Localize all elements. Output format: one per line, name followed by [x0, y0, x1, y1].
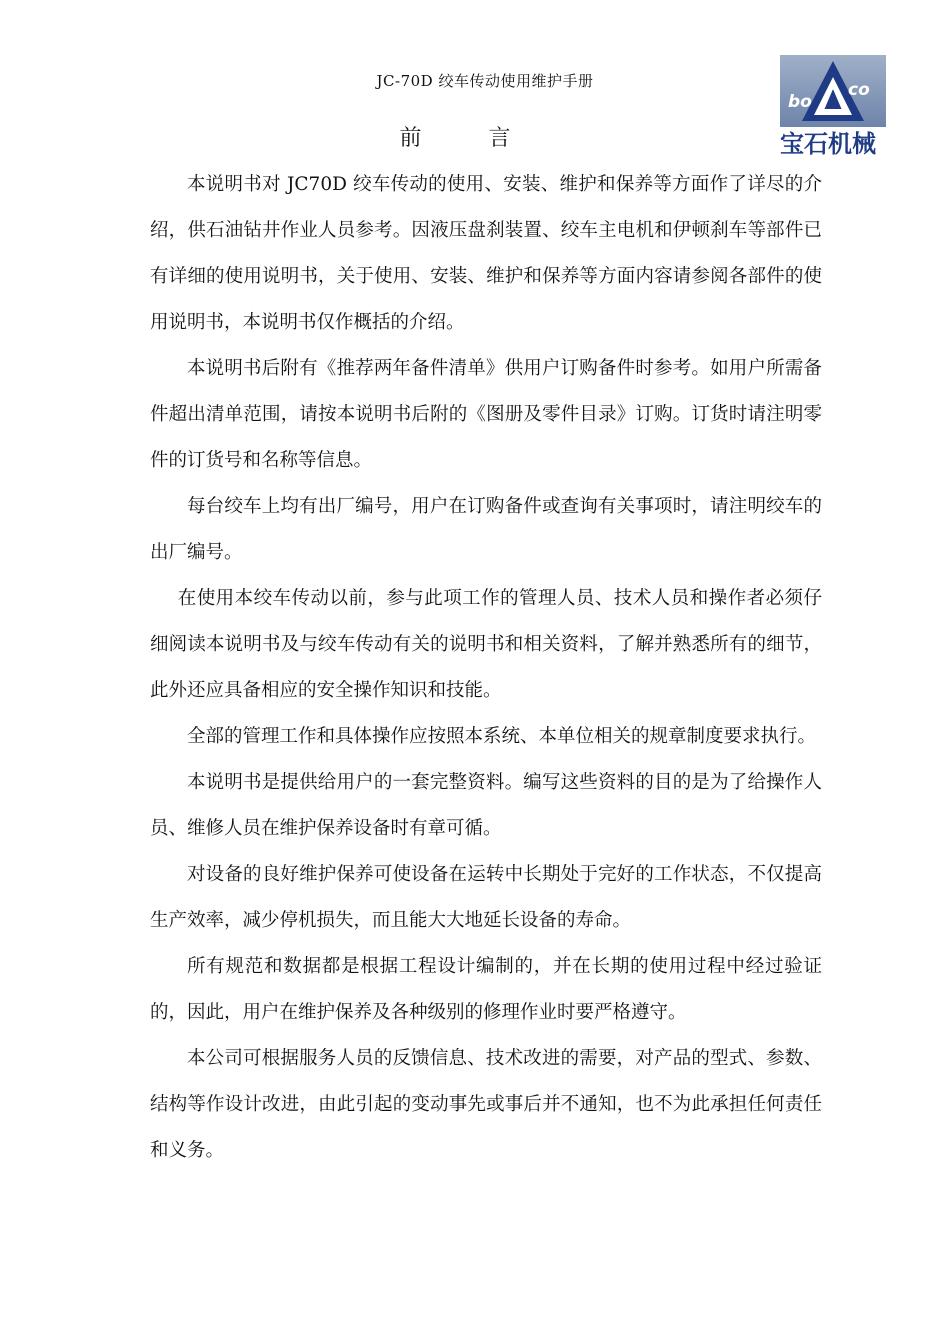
- paragraph: 每台绞车上均有出厂编号，用户在订购备件或查询有关事项时，请注明绞车的出厂编号。: [150, 496, 822, 563]
- page-title: 前 言: [399, 126, 541, 151]
- logo-emblem: [780, 55, 886, 127]
- logo-emblem-icon: [780, 55, 886, 127]
- header-title: JC-70D 绞车传动使用维护手册: [376, 72, 594, 90]
- paragraph: 本说明书是提供给用户的一套完整资料。编写这些资料的目的是为了给操作人员、维修人员在维护保养设备时有章可循。: [150, 772, 822, 839]
- paragraph: 本说明书对 JC70D 绞车传动的使用、安装、维护和保养等方面作了详尽的介绍，供石油钻井作业人员参考。因液压盘刹装置、绞车主电机和伊顿刹车等部件已有详细的使用说明书，关于使用、安装、维护和保养等方面内容请参阅各部件的使用说明书，本说明书仅作概括的介绍。: [150, 174, 822, 333]
- logo-text: 宝石机械: [780, 130, 876, 158]
- paragraph: 对设备的良好维护保养可使设备在运转中长期处于完好的工作状态，不仅提高生产效率，减少停机损失，而且能大大地延长设备的寿命。: [150, 864, 822, 931]
- svg-text:co: co: [848, 80, 870, 100]
- paragraph: 所有规范和数据都是根据工程设计编制的，并在长期的使用过程中经过验证的，因此，用户在维护保养及各种级别的修理作业时要严格遵守。: [150, 956, 822, 1023]
- svg-text:bo: bo: [788, 92, 812, 112]
- paragraph: 全部的管理工作和具体操作应按照本系统、本单位相关的规章制度要求执行。: [187, 726, 817, 747]
- paragraph: 在使用本绞车传动以前，参与此项工作的管理人员、技术人员和操作者必须仔细阅读本说明书及与绞车传动有关的说明书和相关资料，了解并熟悉所有的细节，此外还应具备相应的安全操作知识和技能。: [150, 588, 822, 701]
- paragraph: 本公司可根据服务人员的反馈信息、技术改进的需要，对产品的型式、参数、结构等作设计改进，由此引起的变动事先或事后并不通知，也不为此承担任何责任和义务。: [150, 1048, 822, 1161]
- paragraph: 本说明书后附有《推荐两年备件清单》供用户订购备件时参考。如用户所需备件超出清单范围，请按本说明书后附的《图册及零件目录》订购。订货时请注明零件的订货号和名称等信息。: [150, 358, 822, 471]
- preface-body: [150, 162, 822, 1174]
